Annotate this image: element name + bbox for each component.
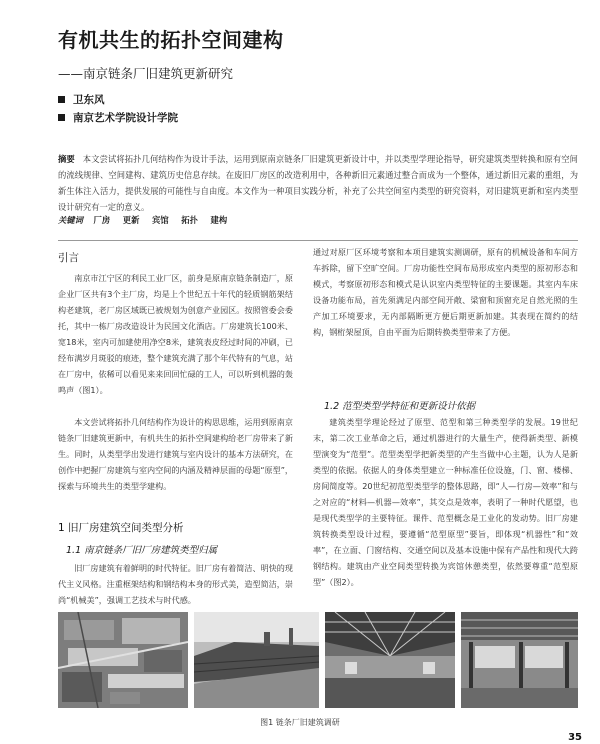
intro-paragraph-2: 本文尝试将拓扑几何结构作为设计的构思思维，运用到原南京链条厂旧建筑更新中，有机共生的拓扑空间建构给老厂房带来了新生。同时，从类型学出发进行建筑与室内设计的基本方法研究，在创作中把握厂房建筑与室内空间的内涵及精神层面的母题“原型”，探索与环境共生的类型学建构。 xyxy=(58,417,294,491)
abstract-label: 摘要 xyxy=(58,154,75,164)
intro-paragraph xyxy=(58,270,293,398)
section-1-1-paragraph: 旧厂房建筑有着鲜明的时代特征。旧厂房有着简洁、明快的现代主义风格。注重框架结构和钢结构本身的形式美，造型简洁，崇尚“机械美”，强调工艺技术与时代感。 xyxy=(58,563,293,605)
section-1-1-heading: 1.1 南京链条厂旧厂房建筑类型归属 xyxy=(66,545,218,556)
keyword: 建构 xyxy=(210,215,228,225)
intro-heading: 引言 xyxy=(58,252,79,264)
author-name-row xyxy=(58,92,105,107)
factory-interior-hall-photo xyxy=(461,612,578,708)
right-paragraph-1-text: 通过对原厂区环境考察和本项目建筑实测调研，原有的机械设备和车间方车拆除，留下空旷空间。厂房功能性空间布局形成室内类型的原初形态和模式，考察原初形态和模式是认识室内类型特征的主要课题。其室内车床设备功能布局，首先须满足内部空间开敞、梁窗和顶窗充足自然光照的生产加工环境要求，无内部隔断更方便后期更新加建。其表现在简约的结构，钢桁架屋顶，自由平面为后期转换类型带来了方便。 xyxy=(313,247,578,337)
bullet-square-icon xyxy=(58,96,65,103)
right-paragraph-2 xyxy=(313,414,578,590)
aerial-site-photo xyxy=(58,612,188,708)
section-1-1-text xyxy=(58,560,293,608)
keyword: 厂房 xyxy=(93,215,111,225)
factory-roof-exterior-photo xyxy=(194,612,319,708)
bullet-square-icon xyxy=(58,114,65,121)
section-1-heading: 1 旧厂房建筑空间类型分析 xyxy=(58,522,184,534)
keywords xyxy=(58,214,237,226)
author-name: 卫东风 xyxy=(73,94,105,106)
section-1-2-heading: 1.2 范型类型学特征和更新设计依据 xyxy=(324,401,476,412)
factory-interior-truss-photo xyxy=(325,612,455,708)
page-number: 35 xyxy=(568,732,582,743)
right-paragraph-2-text: 建筑类型学理论经过了原型、范型和第三种类型学的发展。19世纪末，第二次工业革命之后，通过机器进行的大量生产，使得新类型、新模型演变为“范型”。范型类型学把新类型的产生当做中心主题，认为人是新类型的依据。依据人的身体类型建立一种标准任位设施，门、窗、楼梯、房间简度等。20世纪初范型类型学的整体思路，即“人—行房—效率”和与之对应的“材料—机器—效率”，其交点是效率，表明了一种时代愿望，也是现代类型学的主要特征。课件、范型概念是工业化的发动势。旧厂房建筑转换类型设计过程，要遵循“范型原型”要旨，即体现“机器性”和“效率”，在立面、门窗结构、交通空间以及基本设施中保有产品性和现代大跨钢结构。建筑由产业空间类型转换为宾馆休憩类型，依然要尊重“范型原型”（图2）。 xyxy=(313,417,578,587)
article-subtitle: ——南京链条厂旧建筑更新研究 xyxy=(58,66,234,81)
abstract-text: 本文尝试将拓扑几何结构作为设计手法，运用到原南京链条厂旧建筑更新设计中，并以类型学理论指导，研究建筑类型转换和原有空间的流线规律、空间建构、建筑历史信息存续。在废旧厂房区的改造利用中，各种新旧元素通过整合而成为一个整体，通过新旧元素的重组，为新生体注入活力，提供发展的可能性与自由度。本文作为一种项目实践分析，补充了公共空间室内类型的研究资料，对旧建筑更新和室内类型设计研究有一定的意义。 xyxy=(58,154,578,212)
right-paragraph-1 xyxy=(313,244,578,340)
article-title: 有机共生的拓扑空间建构 xyxy=(58,28,284,52)
figure-1-caption: 图1 链条厂旧建筑调研 xyxy=(260,718,340,727)
intro-paragraph-1: 南京市江宁区的利民工业厂区，前身是原南京链条制造厂，原企业厂区共有3个主厂房，均是上个世纪五十年代的轻质钢筋架结构老建筑，老厂房区域既已被规划为创意产业园区。按照管委会委托，其中一栋厂房改造设计为民国文化酒店。厂房建筑长100米、宽18米，室内可加建使用净空8米，建筑表皮经过时间的冲刷，已经布满岁月斑驳的痕迹，整个建筑充满了那个年代特有的气息，站在厂房中，依稀可以看见来来回回忙碌的工人，可以听到机器的轰鸣声（图1）。 xyxy=(58,273,293,395)
abstract xyxy=(58,151,578,215)
author-affiliation: 南京艺术学院设计学院 xyxy=(73,112,178,124)
keyword: 更新 xyxy=(122,215,140,225)
keyword: 拓扑 xyxy=(181,215,198,225)
author-affiliation-row xyxy=(58,110,178,125)
intro-paragraph xyxy=(58,414,293,494)
section-divider xyxy=(58,240,578,241)
keyword: 宾馆 xyxy=(152,215,169,225)
keywords-label: 关键词 xyxy=(58,215,83,225)
